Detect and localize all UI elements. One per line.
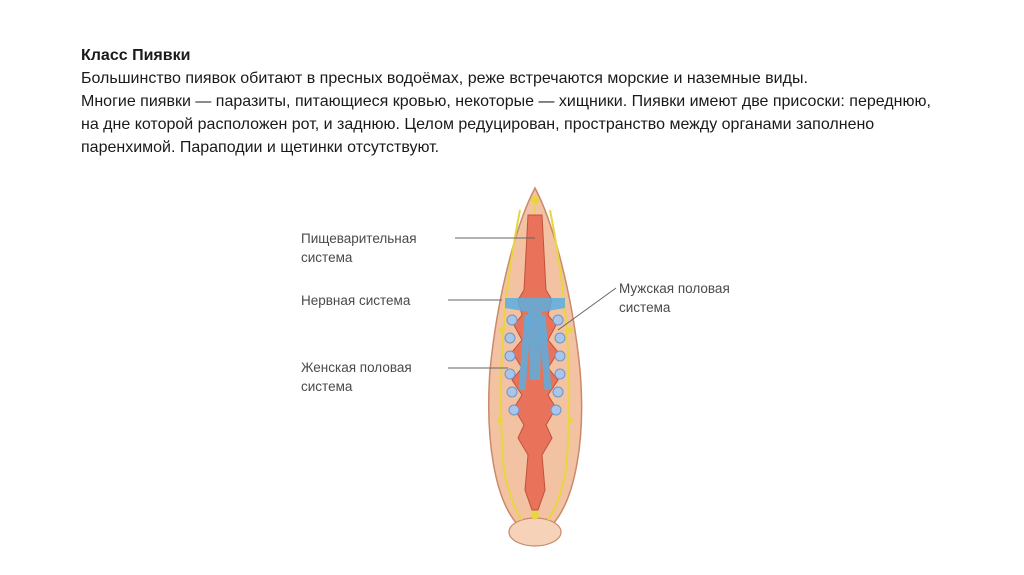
paragraph-biology: Многие пиявки — паразиты, питающиеся кровью, некоторые — хищники. Пиявки имеют две присоски: переднюю, на дне которой расположен рот, и заднюю. Целом редуцирован, пространство между органами заполнено паренхимой. Параподии и щетинки отсутствуют. xyxy=(81,93,931,156)
label-digestive-line1: Пищеварительная xyxy=(301,231,417,246)
label-male-line1: Мужская половая xyxy=(619,281,730,296)
label-nervous: Нервная система xyxy=(301,293,411,308)
label-male-line2: система xyxy=(619,300,671,315)
posterior-sucker xyxy=(509,518,561,546)
label-female-line2: система xyxy=(301,379,353,394)
slide-title: Класс Пиявки xyxy=(81,47,191,64)
paragraph-habitat: Большинство пиявок обитают в пресных водоёмах, реже встречаются морские и наземные виды. xyxy=(81,70,808,87)
label-digestive-line2: система xyxy=(301,250,353,265)
label-female-line1: Женская половая xyxy=(301,360,412,375)
text-block xyxy=(81,44,931,159)
